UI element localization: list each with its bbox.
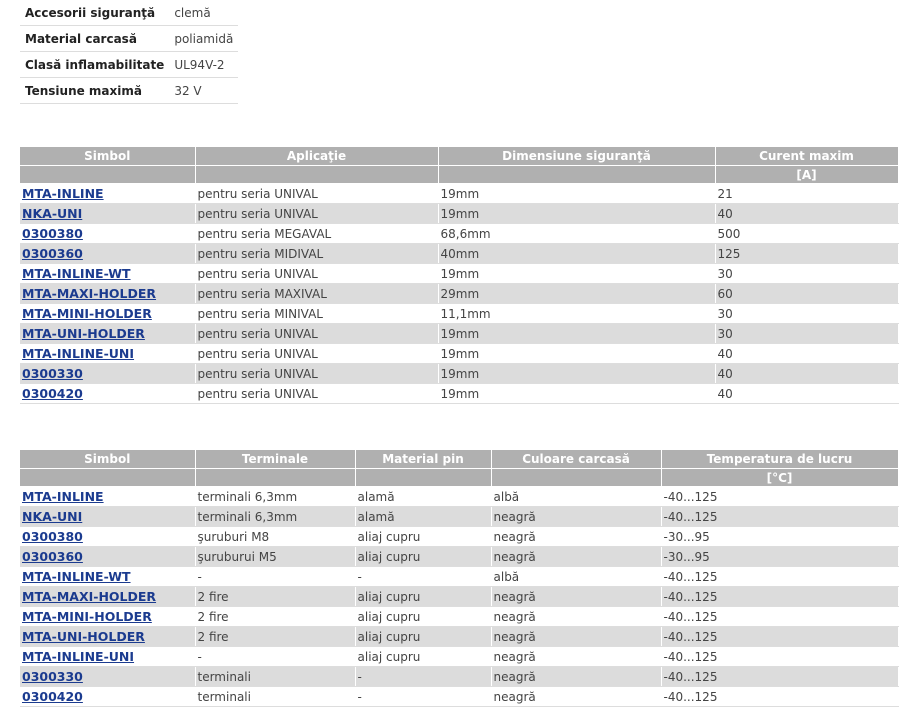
unit-cell (195, 469, 355, 487)
culoare-cell: neagră (491, 687, 661, 707)
table-row (20, 587, 898, 607)
aplicatie-cell: pentru seria UNIVAL (195, 384, 438, 404)
terminale-cell: terminali (195, 687, 355, 707)
curent-cell: 30 (715, 264, 898, 284)
symbol-cell (20, 587, 195, 607)
aplicatie-cell: pentru seria MAXIVAL (195, 284, 438, 304)
terminale-cell: 2 fire (195, 587, 355, 607)
header-dimensiune: Dimensiune siguranţă (438, 147, 715, 166)
dimensiune-cell: 29mm (438, 284, 715, 304)
table-row (20, 344, 898, 364)
symbol-cell (20, 344, 195, 364)
culoare-cell: neagră (491, 667, 661, 687)
temperatura-cell: -40...125 (661, 487, 898, 507)
spec-label: Clasă inflamabilitate (20, 52, 169, 78)
unit-cell: [°C] (661, 469, 898, 487)
dimensiune-cell: 40mm (438, 244, 715, 264)
product-link[interactable]: MTA-INLINE-WT (22, 569, 131, 584)
dimensiune-cell: 19mm (438, 344, 715, 364)
aplicatie-cell: pentru seria MINIVAL (195, 304, 438, 324)
temperatura-cell: -40...125 (661, 567, 898, 587)
product-link[interactable]: MTA-MINI-HOLDER (22, 609, 152, 624)
dimensiune-cell: 19mm (438, 204, 715, 224)
dimensiune-cell: 19mm (438, 324, 715, 344)
symbol-cell (20, 507, 195, 527)
temperatura-cell: -30...95 (661, 547, 898, 567)
product-link[interactable]: 0300360 (22, 549, 83, 564)
culoare-cell: neagră (491, 647, 661, 667)
curent-cell: 40 (715, 364, 898, 384)
symbol-cell (20, 567, 195, 587)
unit-cell (438, 166, 715, 184)
temperatura-cell: -40...125 (661, 607, 898, 627)
terminale-cell: - (195, 647, 355, 667)
product-link[interactable]: MTA-INLINE (22, 186, 104, 201)
product-link[interactable]: 0300380 (22, 226, 83, 241)
symbol-cell (20, 284, 195, 304)
symbol-cell (20, 607, 195, 627)
product-link[interactable]: MTA-INLINE-UNI (22, 346, 135, 361)
table-row (20, 487, 898, 507)
symbol-cell (20, 324, 195, 344)
spec-value: 32 V (169, 78, 238, 104)
culoare-cell: albă (491, 487, 661, 507)
aplicatie-cell: pentru seria UNIVAL (195, 364, 438, 384)
material-pin-cell: aliaj cupru (355, 527, 491, 547)
product-link[interactable]: MTA-MINI-HOLDER (22, 306, 152, 321)
product-link[interactable]: 0300330 (22, 669, 83, 684)
symbol-cell (20, 687, 195, 707)
table-row (20, 527, 898, 547)
symbol-cell (20, 647, 195, 667)
curent-cell: 125 (715, 244, 898, 264)
table-row (20, 184, 898, 204)
culoare-cell: neagră (491, 587, 661, 607)
table-row (20, 507, 898, 527)
header-simbol: Simbol (20, 450, 195, 469)
spec-row (20, 26, 238, 52)
spec-label: Tensiune maximă (20, 78, 169, 104)
terminale-cell: 2 fire (195, 607, 355, 627)
table-row (20, 224, 898, 244)
aplicatie-cell: pentru seria UNIVAL (195, 324, 438, 344)
dimensiune-cell: 68,6mm (438, 224, 715, 244)
product-link[interactable]: MTA-UNI-HOLDER (22, 629, 145, 644)
temperatura-cell: -40...125 (661, 627, 898, 647)
product-link[interactable]: 0300420 (22, 386, 83, 401)
unit-cell (20, 166, 195, 184)
product-link[interactable]: MTA-UNI-HOLDER (22, 326, 145, 341)
header-culoare: Culoare carcasă (491, 450, 661, 469)
curent-cell: 40 (715, 384, 898, 404)
table-row (20, 567, 898, 587)
material-pin-cell: aliaj cupru (355, 647, 491, 667)
specs-table (20, 450, 899, 707)
curent-cell: 60 (715, 284, 898, 304)
spec-label: Accesorii siguranţă (20, 0, 169, 26)
product-link[interactable]: MTA-INLINE-WT (22, 266, 131, 281)
table-row (20, 647, 898, 667)
terminale-cell: terminali 6,3mm (195, 507, 355, 527)
material-pin-cell: - (355, 667, 491, 687)
terminale-cell: şuruburi M8 (195, 527, 355, 547)
table-row (20, 607, 898, 627)
dimensiune-cell: 19mm (438, 384, 715, 404)
unit-cell (195, 166, 438, 184)
spec-label: Material carcasă (20, 26, 169, 52)
material-pin-cell: aliaj cupru (355, 607, 491, 627)
symbol-cell (20, 244, 195, 264)
curent-cell: 30 (715, 324, 898, 344)
symbol-cell (20, 184, 195, 204)
curent-cell: 500 (715, 224, 898, 244)
symbol-cell (20, 384, 195, 404)
table-row (20, 284, 898, 304)
material-pin-cell: aliaj cupru (355, 587, 491, 607)
symbol-cell (20, 487, 195, 507)
dimensiune-cell: 19mm (438, 264, 715, 284)
temperatura-cell: -30...95 (661, 527, 898, 547)
material-pin-cell: alamă (355, 507, 491, 527)
header-material-pin: Material pin (355, 450, 491, 469)
terminale-cell: terminali 6,3mm (195, 487, 355, 507)
product-link[interactable]: 0300380 (22, 529, 83, 544)
header-curent: Curent maxim (715, 147, 898, 166)
table-row (20, 687, 898, 707)
temperatura-cell: -40...125 (661, 647, 898, 667)
aplicatie-cell: pentru seria UNIVAL (195, 204, 438, 224)
symbol-cell (20, 204, 195, 224)
symbol-cell (20, 224, 195, 244)
spec-table (20, 0, 238, 104)
product-link[interactable]: NKA-UNI (22, 509, 83, 524)
temperatura-cell: -40...125 (661, 507, 898, 527)
table-row (20, 244, 898, 264)
aplicatie-cell: pentru seria UNIVAL (195, 344, 438, 364)
unit-cell (355, 469, 491, 487)
header-simbol: Simbol (20, 147, 195, 166)
dimensiune-cell: 19mm (438, 184, 715, 204)
table-row (20, 364, 898, 384)
unit-cell (491, 469, 661, 487)
product-link[interactable]: MTA-MAXI-HOLDER (22, 286, 157, 301)
spec-value: clemă (169, 0, 238, 26)
terminale-cell: terminali (195, 667, 355, 687)
product-link[interactable]: NKA-UNI (22, 206, 83, 221)
terminale-cell: - (195, 567, 355, 587)
application-table (20, 147, 899, 404)
culoare-cell: neagră (491, 507, 661, 527)
symbol-cell (20, 627, 195, 647)
product-link[interactable]: MTA-MAXI-HOLDER (22, 589, 157, 604)
culoare-cell: neagră (491, 627, 661, 647)
temperatura-cell: -40...125 (661, 667, 898, 687)
spec-row (20, 52, 238, 78)
header-aplicatie: Aplicaţie (195, 147, 438, 166)
temperatura-cell: -40...125 (661, 587, 898, 607)
table-row (20, 384, 898, 404)
symbol-cell (20, 364, 195, 384)
table-row (20, 304, 898, 324)
curent-cell: 40 (715, 204, 898, 224)
table-row (20, 324, 898, 344)
material-pin-cell: - (355, 567, 491, 587)
curent-cell: 30 (715, 304, 898, 324)
table-row (20, 547, 898, 567)
unit-cell: [A] (715, 166, 898, 184)
spec-value: poliamidă (169, 26, 238, 52)
spec-row (20, 0, 238, 26)
table-row (20, 264, 898, 284)
material-pin-cell: - (355, 687, 491, 707)
culoare-cell: neagră (491, 527, 661, 547)
curent-cell: 21 (715, 184, 898, 204)
header-terminale: Terminale (195, 450, 355, 469)
product-link[interactable]: MTA-INLINE-UNI (22, 649, 135, 664)
symbol-cell (20, 304, 195, 324)
spec-value: UL94V-2 (169, 52, 238, 78)
aplicatie-cell: pentru seria MEGAVAL (195, 224, 438, 244)
product-link[interactable]: 0300360 (22, 246, 83, 261)
terminale-cell: şuruburui M5 (195, 547, 355, 567)
symbol-cell (20, 667, 195, 687)
unit-cell (20, 469, 195, 487)
dimensiune-cell: 19mm (438, 364, 715, 384)
culoare-cell: neagră (491, 607, 661, 627)
symbol-cell (20, 527, 195, 547)
aplicatie-cell: pentru seria UNIVAL (195, 184, 438, 204)
dimensiune-cell: 11,1mm (438, 304, 715, 324)
product-link[interactable]: 0300330 (22, 366, 83, 381)
product-link[interactable]: 0300420 (22, 689, 83, 704)
terminale-cell: 2 fire (195, 627, 355, 647)
symbol-cell (20, 547, 195, 567)
spec-row (20, 78, 238, 104)
product-link[interactable]: MTA-INLINE (22, 489, 104, 504)
culoare-cell: albă (491, 567, 661, 587)
temperatura-cell: -40...125 (661, 687, 898, 707)
table-row (20, 627, 898, 647)
table-row (20, 204, 898, 224)
table-row (20, 667, 898, 687)
aplicatie-cell: pentru seria UNIVAL (195, 264, 438, 284)
curent-cell: 40 (715, 344, 898, 364)
material-pin-cell: aliaj cupru (355, 627, 491, 647)
material-pin-cell: aliaj cupru (355, 547, 491, 567)
header-temperatura: Temperatura de lucru (661, 450, 898, 469)
culoare-cell: neagră (491, 547, 661, 567)
aplicatie-cell: pentru seria MIDIVAL (195, 244, 438, 264)
material-pin-cell: alamă (355, 487, 491, 507)
symbol-cell (20, 264, 195, 284)
